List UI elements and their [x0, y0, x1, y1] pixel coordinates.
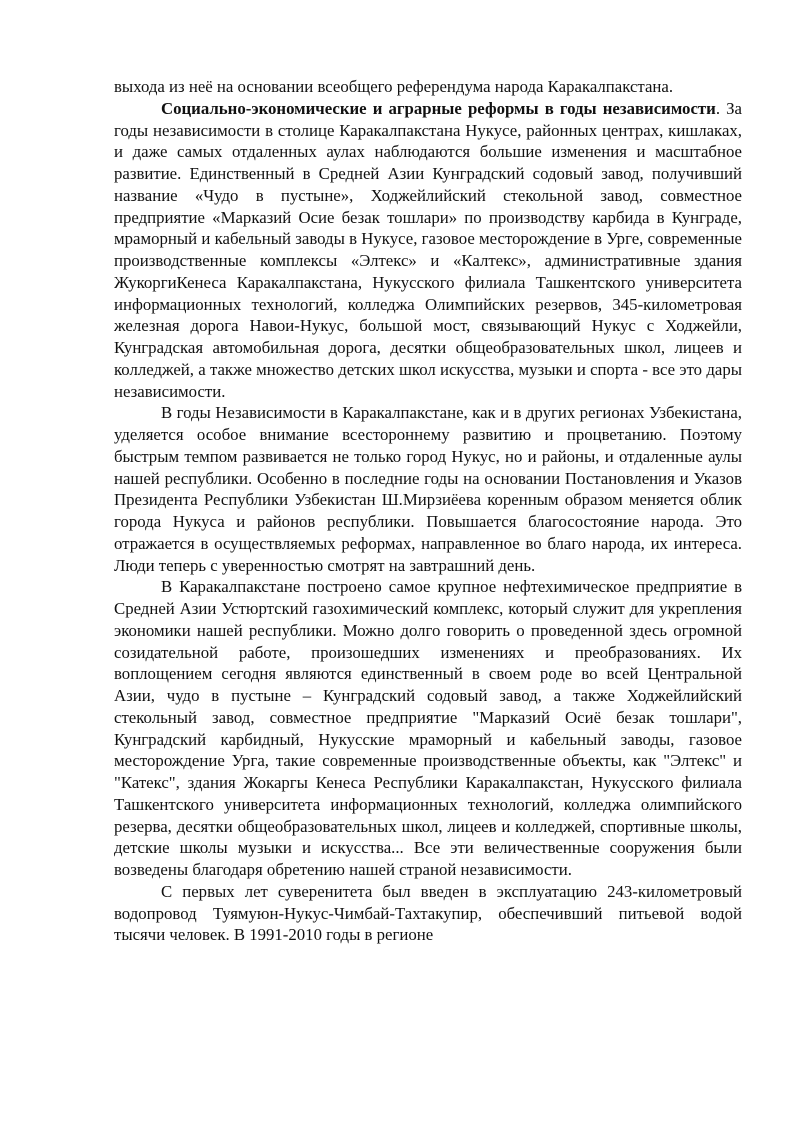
paragraph-text: С первых лет суверенитета был введен в эксплуатацию 243-километровый водопровод Туямуюн-Нукус-Чимбай-Тахтакупир, обеспечивший питьевой водой тысячи человек. В 1991-2010 годы в регионе [114, 881, 742, 945]
paragraph-text: . За годы независимости в столице Каракалпакстана Нукусе, районных центрах, кишлаках, и даже самых отдаленных аулах наблюдаются большие изменения и масштабное развитие. Единственный в Средней Азии Кунградский содовый завод, получивший название «Чудо в пустыне», Ходжейлийский стекольной завод, совместное предприятие «Марказий Осие безак тошлари» по производству карбида в Кунграде, мраморный и кабельный заводы в Нукусе, газовое месторождение в Урге, современные производственные комплексы «Элтекс» и «Калтекс», административные здания ЖукоргиКенеса Каракалпакстана, Нукусского филиала Ташкентского университета информационных технологий, колледжа Олимпийских резервов, 345-километровая железная дорога Навои-Нукус, большой мост, связывающий Нукус с Ходжейли, Кунградская автомобильная дорога, десятки общеобразовательных школ, лицеев и колледжей, а также множество детских школ искусства, музыки и спорта - все это дары независимости. [114, 98, 743, 401]
paragraph-continuation [114, 76, 742, 98]
paragraph-text: В Каракалпакстане построено самое крупное нефтехимическое предприятие в Средней Азии Устюртский газохимический комплекс, который служит для укрепления экономики нашей республики. Можно долго говорить о проведенной здесь огромной созидательной работе, произошедших изменениях и преобразованиях. Их воплощением сегодня являются единственный в своем роде во всей Центральной Азии, чудо в пустыне – Кунградский содовый завод, а также Ходжейлийский стекольный завод, совместное предприятие "Марказий Осиё безак тошлари", Кунградский карбидный, Нукусские мраморный и кабельный заводы, газовое месторождение Урга, такие современные производственные объекты, как "Элтекс" и "Катекс", здания Жокаргы Кенеса Республики Каракалпакстан, Нукусского филиала Ташкентского университета информационных технологий, колледжа олимпийского резерва, десятки общеобразовательных школ, лицеев и колледжей, спортивные школы, детские школы музыки и искусства... Все эти величественные сооружения были возведены благодаря обретению нашей страной независимости. [114, 577, 742, 879]
paragraph-independence-years [114, 402, 742, 576]
document-page [114, 76, 742, 946]
paragraph-industry [114, 576, 742, 881]
paragraph-reforms [114, 98, 742, 403]
paragraph-water-supply [114, 881, 742, 946]
section-heading: Социально-экономические и аграрные реформы в годы независимости [161, 98, 716, 118]
paragraph-text: выхода из неё на основании всеобщего референдума народа Каракалпакстана. [114, 77, 674, 96]
paragraph-text: В годы Независимости в Каракалпакстане, как и в других регионах Узбекистана, уделяется особое внимание всестороннему развитию и процветанию. Поэтому быстрым темпом развивается не только город Нукус, но и районы, и отдаленные аулы нашей республики. Особенно в последние годы на основании Постановления и Указов Президента Республики Узбекистан Ш.Мирзиёева коренным образом меняется облик города Нукуса и районов республики. Повышается благосостояние народа. Это отражается в осуществляемых реформах, направленное во благо народа, их интереса. Люди теперь с уверенностью смотрят на завтрашний день. [114, 403, 742, 575]
